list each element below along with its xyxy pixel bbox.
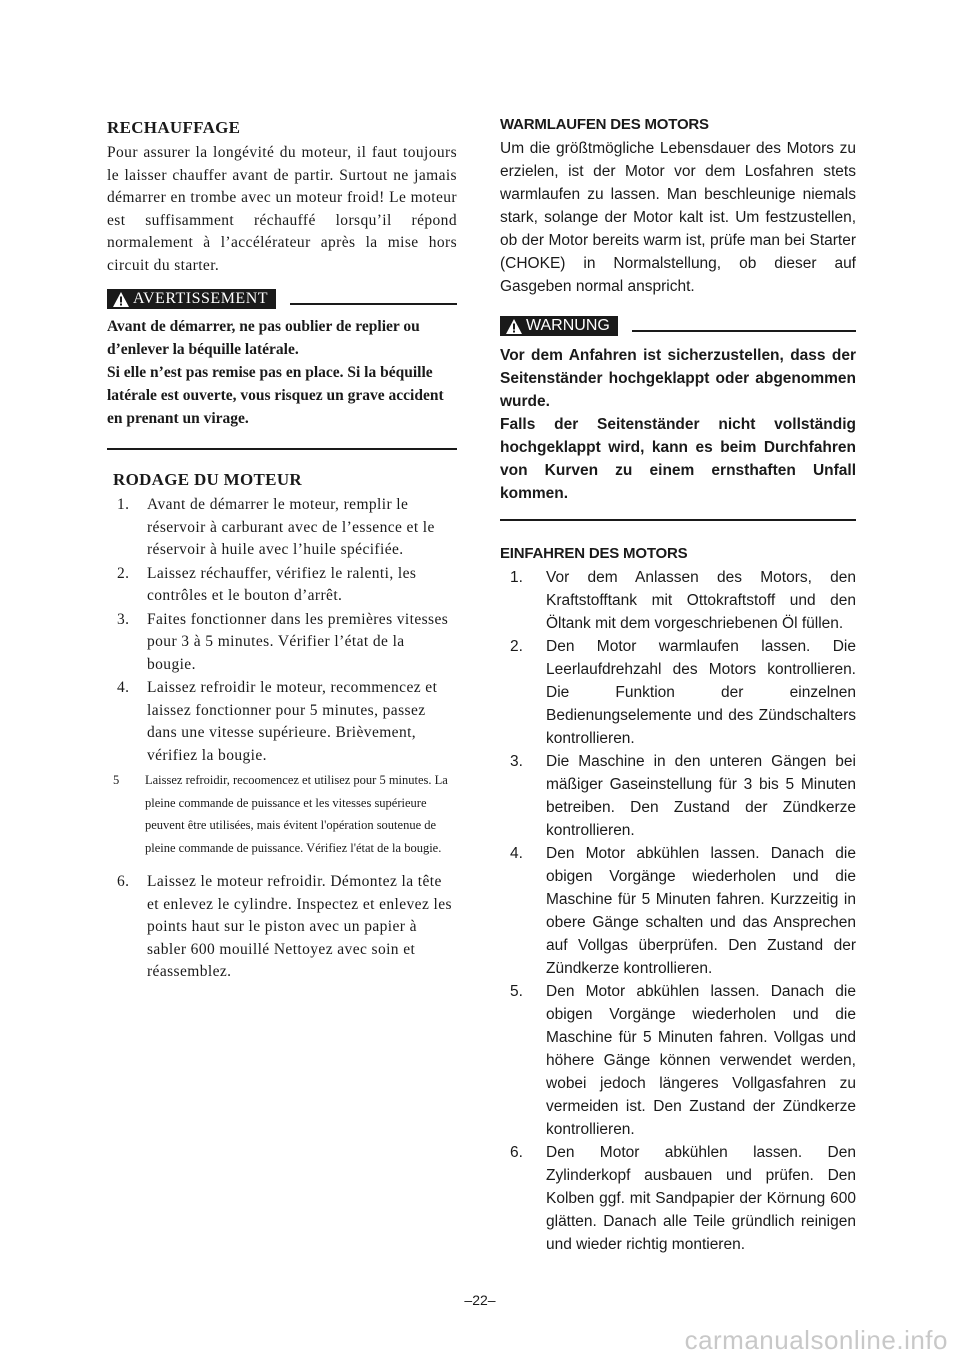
german-warning-label: WARNUNG (526, 317, 610, 334)
french-warning-badge (107, 289, 276, 309)
warning-triangle-icon (113, 292, 129, 307)
french-heading-breakin: RODAGE DU MOTEUR (113, 470, 302, 489)
french-steps-list (107, 494, 457, 984)
french-heading-warmup: RECHAUFFAGE (107, 118, 241, 137)
french-warning-line (290, 303, 457, 305)
list-item: 6. Den Motor abkühlen lassen. Den Zylinderkopf ausbauen und prüfen. Den Kolben ggf. mit Sandpapier der Körnung 600 glätten. Danach alle Teile gründlich reinigen und wieder richtig montieren. (510, 1144, 856, 1253)
list-item: 4. Den Motor abkühlen lassen. Danach die obigen Vorgänge wiederholen und die Maschine für 5 Minuten fahren. Kurzzeitig in obere Gänge schalten und das Ansprechen auf Vollgas überprüfen. Den Zustand der Zündkerze kontrollieren. (510, 845, 856, 977)
german-warning-badge (500, 316, 618, 336)
french-column (107, 112, 457, 985)
french-warmup-paragraph: Pour assurer la longévité du moteur, il faut toujours le laisser chauffer avant de partir. Surtout ne jamais démarrer en trombe avec un moteur froid! Le moteur est suffisamment réchauffé lorsqu’il répond normalement à l’accélérateur après la mise hors circuit du starter. (107, 144, 457, 274)
warning-triangle-icon (506, 319, 522, 334)
german-warning-header (500, 316, 856, 336)
german-column (500, 112, 856, 1256)
list-item: 5. Den Motor abkühlen lassen. Danach die obigen Vorgänge wiederholen und die Maschine für 5 Minuten fahren. Vollgas und höhere Gänge können verwendet werden, wobei jedoch längeres Vollgasfahren zu vermeiden ist. Den Zustand der Zündkerze kontrollieren. (510, 983, 856, 1138)
german-warning-line (632, 330, 856, 332)
german-warning-text-1: Vor dem Anfahren ist sicherzustellen, dass der Seitenständer hochgeklappt oder abgenommen wurde. (500, 347, 856, 410)
french-divider (107, 448, 457, 450)
german-warning-text-2: Falls der Seitenständer nicht vollständig hochgeklappt wird, kann es beim Durchfahren von Kurven zu einem ernsthaften Unfall kommen. (500, 416, 856, 502)
page-number: –22– (464, 1292, 496, 1308)
list-item: 3. Faites fonctionner dans les premières vitesses pour 3 à 5 minutes. Vérifier l’état de la bougie. (117, 610, 449, 673)
list-item: 5 Laissez refroidir, recoomencez et utilisez pour 5 minutes. La pleine commande de puissance et les vitesses supérieure peuvent être utilisées, mais évitent l'opération soutenue de pleine commande de puissance. Vérifiez l'état de la bougie. (113, 773, 448, 855)
list-item: 3. Die Maschine in den unteren Gängen bei mäßiger Gaseinstellung für 3 bis 5 Minuten betreiben. Den Zustand der Zündkerze kontrollieren. (510, 753, 856, 839)
list-item: 2. Den Motor warmlaufen lassen. Die Leerlaufdrehzahl des Motors kontrollieren. Die Funktion der einzelnen Bedienungselemente und des Zündschalters kontrollieren. (510, 638, 856, 747)
french-warning-text-2: Si elle n’est pas remise pas en place. Si la béquille latérale est ouverte, vous risquez un grave accident en prenant un virage. (107, 364, 444, 427)
list-item: 2. Laissez réchauffer, vérifiez le ralenti, les contrôles et le bouton d’arrêt. (117, 564, 417, 604)
list-item: 6. Laissez le moteur refroidir. Démontez la tête et enlevez le cylindre. Inspectez et enlevez les points haut sur le piston avec un papier à sabler 600 mouillé Nettoyez avec soin et réassemblez. (117, 873, 452, 980)
german-heading-warmup: WARMLAUFEN DES MOTORS (500, 116, 709, 133)
german-heading-breakin: EINFAHREN DES MOTORS (500, 545, 688, 562)
french-warning-label: AVERTISSEMENT (133, 290, 269, 307)
german-steps-list (500, 566, 856, 1256)
list-item: 1. Vor dem Anlassen des Motors, den Kraftstofftank mit Ottokraftstoff und den Öltank mit dem vorgeschriebenen Öl füllen. (510, 569, 856, 632)
list-item: 1. Avant de démarrer le moteur, remplir le réservoir à carburant avec de l’essence et le réservoir à huile avec l’huile spécifiée. (117, 496, 435, 558)
french-warning-header (107, 289, 457, 309)
german-warmup-paragraph: Um die größtmögliche Lebensdauer des Motors zu erzielen, ist der Motor vor dem Losfahren stets warmlaufen zu lassen. Man beschleunige niemals stark, solange der Motor kalt ist. Um festzustellen, ob der Motor bereits warm ist, prüfe man bei Starter (CHOKE) in Normalstellung, ob dieser auf Gasgeben normal anspricht. (500, 140, 856, 295)
watermark: carmanualsonline.info (684, 1325, 948, 1355)
german-divider (500, 519, 856, 521)
list-item: 4. Laissez refroidir le moteur, recommencez et laissez fonctionner pour 5 minutes, passez dans une vitesse supérieure. Brièvement, vérifiez la bougie. (117, 679, 438, 764)
french-warning-text-1: Avant de démarrer, ne pas oublier de replier ou d’enlever la béquille latérale. (107, 318, 420, 358)
